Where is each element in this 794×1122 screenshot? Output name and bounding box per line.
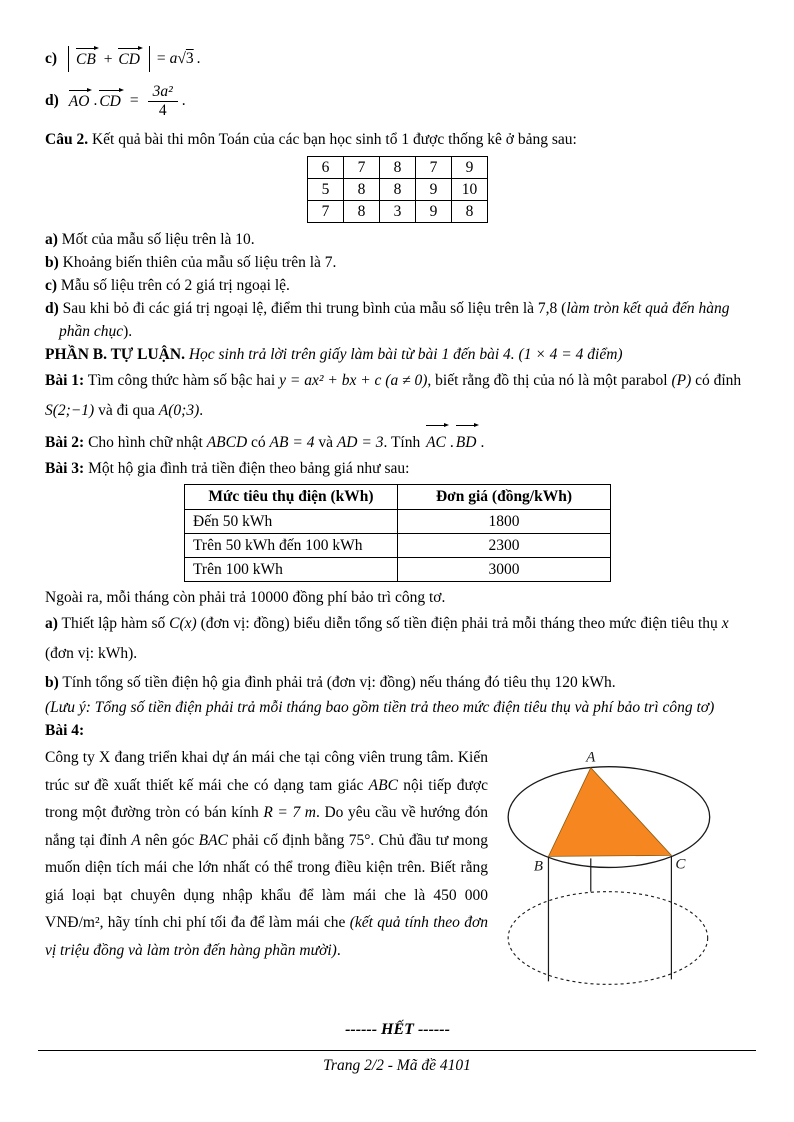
table-cell: 9 [416,201,452,223]
statement-d [45,76,750,126]
table-cell: Trên 50 kWh đến 100 kWh [185,534,398,558]
phan-b-title: PHẦN B. TỰ LUẬN. [45,346,185,363]
math-run: (P) [671,372,692,389]
text-run: , biết rằng đồ thị của nó là một parabol [427,372,672,389]
math-run: AB = 4 [269,434,315,451]
table-cell: 3 [380,201,416,223]
roof-diagram [488,744,750,1002]
plus-sign: + [103,51,113,68]
item-label: b) [45,674,59,691]
text-run: (đơn vị: kWh). [45,645,138,662]
footer-text: Trang 2/2 - Mã đề 4101 [323,1057,471,1074]
table-cell: 8 [344,179,380,201]
vector-CD: CD [98,91,124,111]
cau2-label: Câu 2. [45,131,89,148]
fraction-numerator: 3a² [148,83,178,101]
text-run: và đi qua [94,402,159,419]
bai4-label: Bài 4: [45,722,85,739]
dot-operator: . [449,434,454,451]
cau2-item-d [45,297,750,343]
bai4-paragraph [45,744,488,1007]
text-run: . Tính [383,434,425,451]
table-cell: 9 [452,157,488,179]
table-row [308,179,488,201]
table-row [308,157,488,179]
abs-value-expression [68,46,150,72]
table-cell: 7 [344,157,380,179]
page-footer [38,1050,756,1075]
math-run: R = 7 m [263,804,317,821]
vertex-label-A: A [586,749,596,766]
text-run: Cho hình chữ nhật [84,434,207,451]
price-table [184,484,611,582]
table-cell: 8 [380,179,416,201]
table-cell: 10 [452,179,488,201]
text-run: Thiết lập hàm số [57,615,170,632]
item-text: Tính tổng số tiền điện hộ gia đình phải trả (đơn vị: đồng) nếu tháng đó tiêu thụ 120 kWh. [58,674,616,691]
dot-operator: . [93,92,98,109]
cau2-item-a [45,228,750,251]
table-cell: 7 [416,157,452,179]
vector-AC: AC [425,426,449,457]
math-run: A [131,831,141,849]
bai3-remark: (Lưu ý: Tổng số tiền điện phải trả mỗi tháng bao gồm tiền trả theo mức điện tiêu thụ và phí bảo trì công tơ) [45,699,715,716]
table-cell: Đến 50 kWh [185,510,398,534]
math-run: BAC [198,831,228,849]
roof-triangle [548,768,671,857]
statement-c [45,42,750,76]
math-run: x [721,615,729,632]
vector-CD: CD [117,49,143,69]
bai3-item-b [45,669,750,696]
math-run: ABC [368,776,398,794]
item-label: d) [45,300,59,317]
table-cell: 8 [344,201,380,223]
sqrt-symbol: √ [177,50,186,67]
fraction [148,83,178,119]
table-row [185,510,611,534]
table-cell: 3000 [398,558,611,582]
item-text-italic: làm tròn kết quả đến hàng phần chục [59,300,730,340]
text-run: nội tiếp được trong một đường tròn có bán kính [45,776,488,821]
item-text: ). [123,323,133,340]
bai3-item-a [45,609,750,669]
cau2-intro: Kết quả bài thi môn Toán của các bạn học sinh tổ 1 được thống kê ở bảng sau: [88,131,577,148]
period: . [181,92,186,109]
cau2-item-b [45,251,750,274]
math-run: (a ≠ 0) [381,372,428,389]
bai2 [45,426,750,457]
cau2-heading [45,128,750,151]
table-cell: 2300 [398,534,611,558]
item-label: a) [45,231,58,248]
text-run: . Do yêu cầu về hướng đón nắng tại đỉnh [45,804,489,849]
table-cell: 5 [308,179,344,201]
table-cell: 7 [308,201,344,223]
vector-CB: CB [75,49,99,69]
end-marker: ------ HẾT ------ [345,1021,450,1038]
column-header: Mức tiêu thụ điện (kWh) [185,485,398,510]
text-run: . [480,434,485,451]
item-label: b) [45,254,59,271]
table-cell: 6 [308,157,344,179]
vertex-label-B: B [533,858,544,875]
text-run-italic: (kết quả tính theo đơn vị triệu đồng và làm tròn đến hàng phần mười) [45,914,488,959]
vertex-label-C: C [675,856,686,873]
table-row [185,558,611,582]
gazebo-figure [488,744,750,1007]
bai1 [45,366,750,426]
table-header-row [185,485,611,510]
item-label: c) [45,277,58,294]
equals-sign: = [156,50,166,67]
math-run: A(0;3) [158,402,200,419]
phan-b-subtitle: Học sinh trả lời trên giấy làm bài từ bài 1 đến bài 4. (1 × 4 = 4 điểm) [184,346,623,363]
bai1-label: Bài 1: [45,372,85,389]
bai4-content [45,744,750,1007]
radicand: 3 [185,50,194,67]
equals-sign: = [129,92,139,109]
math-run: S(2;−1) [45,402,95,419]
table-cell: 8 [452,201,488,223]
bai3-label: Bài 3: [45,460,85,477]
bai3-intro: Một hộ gia đình trả tiền điện theo bảng giá như sau: [84,460,410,477]
table-cell: 1800 [398,510,611,534]
vector-BD: BD [455,426,480,457]
math-run: ABCD [206,434,248,451]
cau2-item-c [45,274,750,297]
item-label: c) [45,50,58,67]
table-cell: Trên 100 kWh [185,558,398,582]
text-run: Công ty X đang triển khai dự án mái che tại công viên trung tâm. Kiến trúc sư đề xuất thiết kế mái che có dạng tam giác [45,749,488,794]
base-circle-dashed [508,892,708,985]
table-row [185,534,611,558]
text-run: có [247,434,270,451]
math-run: C(x) [169,615,197,632]
text-run: và [314,434,337,451]
bai4-heading [45,719,750,742]
table-row [308,201,488,223]
score-table [307,156,488,223]
bai2-label: Bài 2: [45,434,85,451]
text-run: phải cố định bằng 75°. Chủ đầu tư mong muốn diện tích mái che lớn nhất có thể trong điều kiện trên. Biết rằng giá loại bạt chuyên dụng nhập khẩu để làm mái che là 450 000 VNĐ/m², hãy tính chi phí tối đa để làm mái che [45,831,488,931]
bai3-note: Ngoài ra, mỗi tháng còn phải trả 10000 đồng phí bảo trì công tơ. [45,589,446,606]
math-run: AD = 3 [336,434,384,451]
text-run: nên góc [140,831,199,849]
phan-b-heading [45,343,750,366]
column-header: Đơn giá (đồng/kWh) [398,485,611,510]
fraction-denominator: 4 [158,101,167,119]
item-text: Sau khi bỏ đi các giá trị ngoại lệ, điểm thi trung bình của mẫu số liệu trên là 7,8 ( [58,300,567,317]
item-text: Mốt của mẫu số liệu trên là 10. [57,231,255,248]
text-run: . [199,402,204,419]
bai3-heading [45,457,750,480]
item-text: Mẫu số liệu trên có 2 giá trị ngoại lệ. [57,277,290,294]
coefficient-a: a [169,50,178,67]
item-label: d) [45,92,59,109]
text-run: có đỉnh [691,372,742,389]
text-run: . [336,941,341,959]
text-run: Tìm công thức hàm số bậc hai [84,372,280,389]
table-cell: 8 [380,157,416,179]
vector-AO: AO [68,91,93,111]
period: . [196,50,201,67]
table-cell: 9 [416,179,452,201]
text-run: (đơn vị: đồng) biểu diễn tổng số tiền điện phải trả mỗi tháng theo mức điện tiêu thụ [196,615,722,632]
item-label: a) [45,615,58,632]
math-run: y = ax² + bx + c [279,372,382,389]
item-text: Khoảng biến thiên của mẫu số liệu trên là 7. [58,254,337,271]
